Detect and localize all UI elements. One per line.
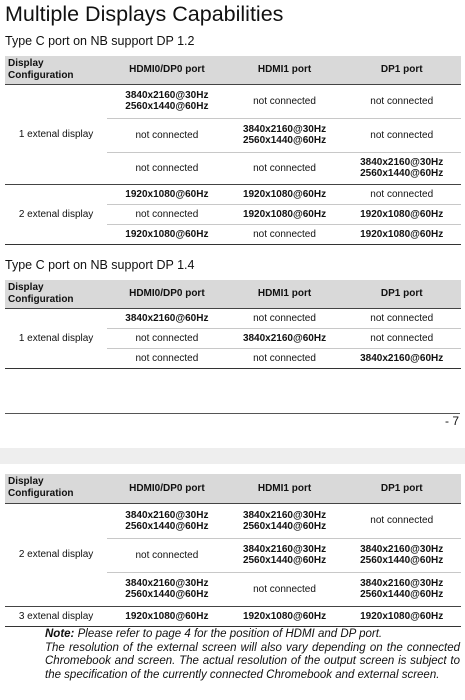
not-connected-text: not connected (253, 228, 316, 240)
port-resolution-cell (107, 572, 226, 606)
header-port: HDMI1 port (227, 474, 343, 503)
table-row (5, 308, 461, 328)
port-resolution-cell (227, 118, 343, 152)
display-configuration-cell: 3 extenal display (5, 606, 107, 626)
not-connected-text: not connected (135, 162, 199, 174)
page-title: Multiple Displays Capabilities (5, 2, 284, 26)
resolution-text: 3840x2160@30Hz (125, 90, 209, 101)
header-port: HDMI0/DP0 port (107, 474, 226, 503)
port-resolution-cell (342, 308, 461, 328)
port-resolution-cell (342, 152, 461, 184)
resolution-text: 3840x2160@30Hz (242, 544, 327, 555)
display-configuration-cell: 2 extenal display (5, 503, 107, 606)
resolution-text: 2560x1440@60Hz (360, 168, 444, 179)
resolution-text: 2560x1440@60Hz (242, 555, 327, 566)
resolution-text: 3840x2160@30Hz (242, 509, 327, 521)
page-break-gap (0, 448, 465, 464)
not-connected-text: not connected (253, 352, 316, 364)
resolution-text: 1920x1080@60Hz (360, 610, 444, 622)
table-row (5, 606, 461, 626)
port-resolution-cell (107, 503, 226, 538)
port-resolution-cell (227, 204, 343, 224)
not-connected-text: not connected (135, 208, 199, 220)
resolution-text: 2560x1440@60Hz (242, 520, 327, 532)
not-connected-text: not connected (370, 188, 434, 200)
port-resolution-cell (107, 152, 226, 184)
not-connected-text: not connected (370, 129, 434, 141)
header-port: HDMI1 port (227, 56, 343, 84)
resolution-text: 2560x1440@60Hz (360, 589, 444, 600)
not-connected-text: not connected (253, 312, 316, 324)
header-display-configuration: Display Configuration (5, 280, 107, 308)
display-configuration-cell: 2 extenal display (5, 184, 107, 244)
resolution-text: 1920x1080@60Hz (360, 208, 444, 220)
resolution-text: 3840x2160@60Hz (125, 312, 209, 324)
section1-subtitle: Type C port on NB support DP 1.2 (5, 34, 195, 48)
header-display-configuration: Display Configuration (5, 56, 107, 84)
port-resolution-cell (342, 538, 461, 572)
header-port: DP1 port (342, 474, 461, 503)
port-resolution-cell (227, 152, 343, 184)
port-resolution-cell (107, 184, 226, 204)
resolution-text: 1920x1080@60Hz (242, 188, 327, 200)
port-resolution-cell (342, 184, 461, 204)
dp12-continued-table (5, 474, 461, 627)
resolution-text: 3840x2160@30Hz (360, 157, 444, 168)
port-resolution-cell (107, 118, 226, 152)
resolution-text: 3840x2160@30Hz (360, 578, 444, 589)
port-resolution-cell (107, 308, 226, 328)
resolution-text: 3840x2160@60Hz (242, 332, 327, 344)
display-configuration-cell: 1 extenal display (5, 308, 107, 368)
resolution-text: 2560x1440@60Hz (125, 101, 209, 112)
table-row (5, 84, 461, 118)
table-row (5, 503, 461, 538)
dp12-capabilities-table (5, 56, 461, 245)
not-connected-text: not connected (370, 515, 434, 526)
resolution-text: 3840x2160@30Hz (242, 124, 327, 135)
port-resolution-cell (227, 606, 343, 626)
not-connected-text: not connected (370, 95, 434, 107)
port-resolution-cell (342, 118, 461, 152)
port-resolution-cell (342, 503, 461, 538)
not-connected-text: not connected (135, 129, 199, 141)
port-resolution-cell (107, 84, 226, 118)
port-resolution-cell (227, 348, 343, 368)
not-connected-text: not connected (253, 162, 316, 174)
header-port: DP1 port (342, 280, 461, 308)
resolution-text: 2560x1440@60Hz (125, 520, 209, 532)
port-resolution-cell (107, 204, 226, 224)
port-resolution-cell (227, 328, 343, 348)
header-port: HDMI0/DP0 port (107, 280, 226, 308)
resolution-text: 3840x2160@30Hz (125, 578, 209, 589)
resolution-text: 1920x1080@60Hz (125, 188, 209, 200)
not-connected-text: not connected (370, 312, 434, 324)
resolution-text: 2560x1440@60Hz (125, 589, 209, 600)
port-resolution-cell (342, 572, 461, 606)
not-connected-text: not connected (253, 95, 316, 107)
note-line1: Please refer to page 4 for the position of HDMI and DP port. (77, 628, 383, 640)
port-resolution-cell (107, 348, 226, 368)
resolution-text: 3840x2160@30Hz (360, 544, 444, 555)
display-configuration-cell: 1 extenal display (5, 84, 107, 184)
not-connected-text: not connected (135, 332, 199, 344)
port-resolution-cell (107, 224, 226, 244)
port-resolution-cell (342, 348, 461, 368)
note-block (45, 628, 460, 682)
section2-subtitle: Type C port on NB support DP 1.4 (5, 258, 195, 272)
header-port: HDMI1 port (227, 280, 343, 308)
port-resolution-cell (227, 572, 343, 606)
not-connected-text: not connected (135, 549, 199, 561)
port-resolution-cell (107, 328, 226, 348)
resolution-text: 1920x1080@60Hz (125, 228, 209, 240)
resolution-text: 2560x1440@60Hz (360, 555, 444, 566)
port-resolution-cell (227, 308, 343, 328)
port-resolution-cell (227, 538, 343, 572)
port-resolution-cell (227, 503, 343, 538)
resolution-text: 2560x1440@60Hz (242, 135, 327, 146)
resolution-text: 1920x1080@60Hz (125, 610, 209, 622)
page-number: - 7 (444, 414, 459, 428)
port-resolution-cell (107, 538, 226, 572)
port-resolution-cell (227, 224, 343, 244)
page-bottom-rule (5, 413, 460, 414)
resolution-text: 3840x2160@30Hz (125, 509, 209, 521)
note-label: Note: (45, 628, 75, 640)
header-port: DP1 port (342, 56, 461, 84)
port-resolution-cell (342, 328, 461, 348)
not-connected-text: not connected (370, 332, 434, 344)
note-body: The resolution of the external screen will also vary depending on the connected Chromebook and screen. The actual resolution of the output screen is subject to the specification of the currently connected Chromebook and external screen. (45, 641, 460, 681)
port-resolution-cell (107, 606, 226, 626)
port-resolution-cell (342, 204, 461, 224)
table-row (5, 184, 461, 204)
resolution-text: 1920x1080@60Hz (242, 208, 327, 220)
not-connected-text: not connected (135, 352, 199, 364)
header-display-configuration: Display Configuration (5, 474, 107, 503)
port-resolution-cell (227, 184, 343, 204)
port-resolution-cell (342, 84, 461, 118)
port-resolution-cell (342, 606, 461, 626)
resolution-text: 3840x2160@60Hz (360, 352, 444, 364)
resolution-text: 1920x1080@60Hz (242, 610, 327, 622)
port-resolution-cell (227, 84, 343, 118)
port-resolution-cell (342, 224, 461, 244)
not-connected-text: not connected (253, 583, 316, 595)
header-port: HDMI0/DP0 port (107, 56, 226, 84)
dp14-capabilities-table (5, 280, 461, 369)
resolution-text: 1920x1080@60Hz (360, 228, 444, 240)
